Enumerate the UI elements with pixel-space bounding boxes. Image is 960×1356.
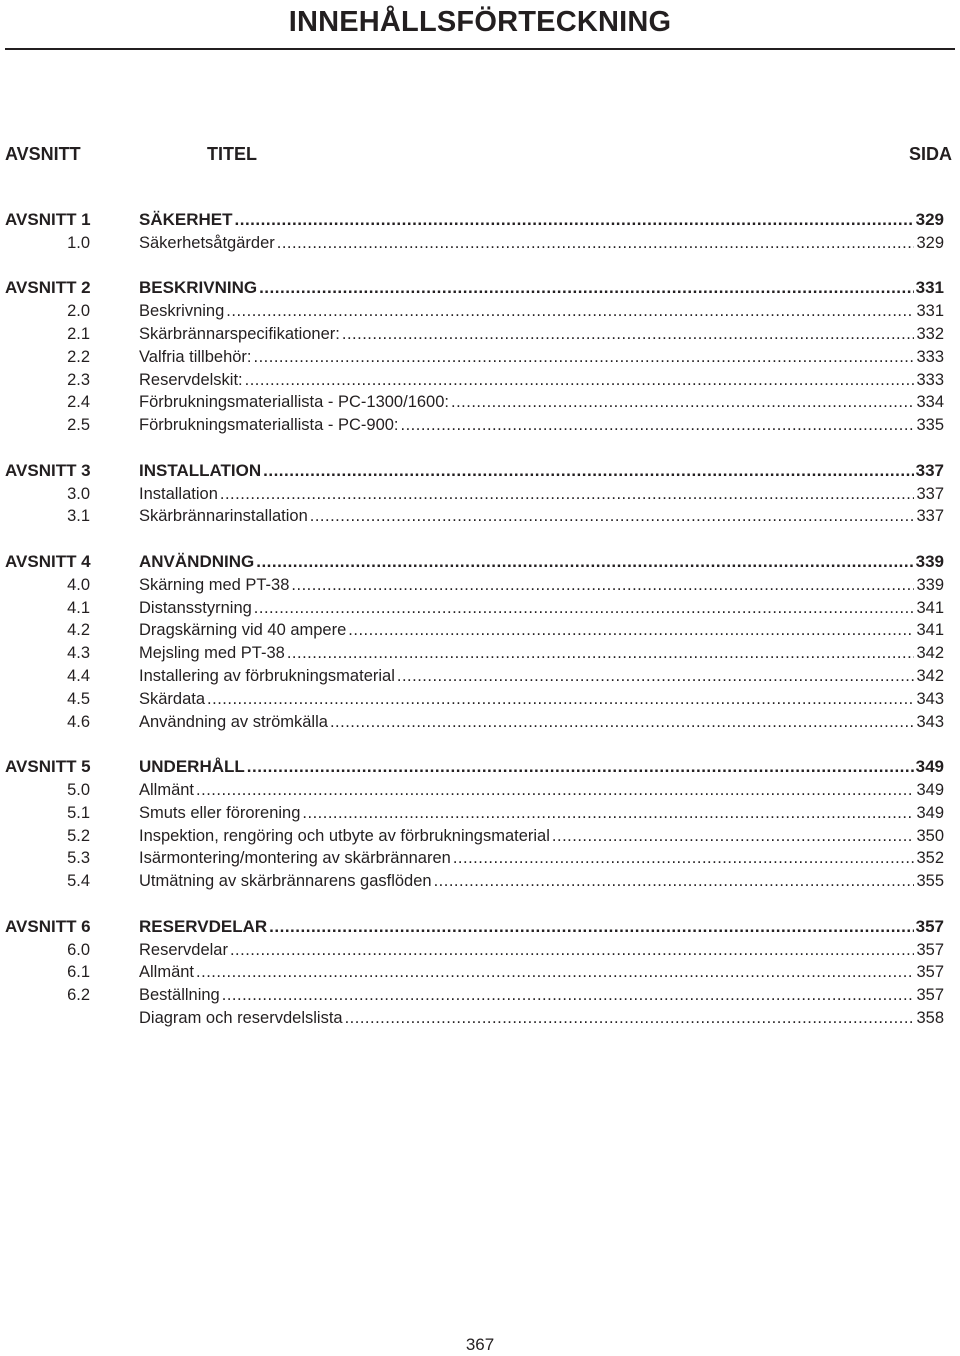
table-of-contents: [0, 209, 960, 1052]
entry-number: 2.3: [67, 370, 90, 389]
toc-entry: [139, 825, 944, 848]
toc-entry-row[interactable]: [0, 323, 960, 346]
toc-entry-row[interactable]: [0, 688, 960, 711]
toc-entry: [139, 346, 944, 369]
section-label: AVSNITT 3: [5, 460, 91, 480]
section-title: ANVÄNDNING: [139, 551, 255, 571]
entry-title: Mejsling med PT-38: [139, 644, 285, 663]
column-header-page: SIDA: [908, 144, 952, 164]
dot-leader: [235, 209, 914, 232]
toc-entry: [139, 870, 944, 893]
toc-entry: [139, 984, 944, 1007]
page-ref: 335: [916, 416, 944, 435]
toc-entry: [139, 460, 944, 483]
entry-title: Skärbrännarinstallation: [139, 507, 308, 526]
dot-leader: [291, 574, 914, 597]
dot-leader: [397, 665, 915, 688]
toc-entry: [139, 209, 944, 232]
toc-entry: [139, 619, 944, 642]
page-ref: 358: [916, 1008, 944, 1027]
dot-leader: [401, 414, 915, 437]
dot-leader: [453, 847, 915, 870]
dot-leader: [287, 642, 915, 665]
toc-entry: [139, 916, 944, 939]
entry-title: Beställning: [139, 986, 220, 1005]
section-label: AVSNITT 2: [5, 278, 91, 298]
toc-entry: [139, 642, 944, 665]
toc-entry-row[interactable]: [0, 802, 960, 825]
page-ref: 329: [915, 210, 944, 229]
toc-entry: [139, 505, 944, 528]
section-title: UNDERHÅLL: [139, 757, 245, 777]
entry-number: 5.3: [67, 849, 90, 868]
toc-entry-row[interactable]: [0, 642, 960, 665]
entry-title: Skärbrännarspecifikationer:: [139, 324, 340, 343]
toc-section: [0, 551, 960, 733]
dot-leader: [254, 597, 915, 620]
entry-number: 4.1: [67, 598, 90, 617]
entry-title: Allmänt: [139, 780, 195, 799]
page-ref: 357: [916, 940, 944, 959]
section-title: RESERVDELAR: [139, 916, 268, 936]
title-rule: [5, 48, 955, 50]
column-header-section: AVSNITT: [5, 144, 81, 164]
entry-title: Reservdelskit:: [139, 370, 243, 389]
entry-title: Installation: [139, 484, 218, 503]
toc-entry-row[interactable]: [0, 825, 960, 848]
entry-title: Beskrivning: [139, 302, 225, 321]
page-ref: 339: [915, 551, 944, 571]
entry-number: 5.4: [67, 872, 90, 891]
toc-section: [0, 916, 960, 1030]
dot-leader: [310, 505, 915, 528]
entry-number: 4.6: [67, 712, 90, 731]
toc-entry: [139, 232, 944, 255]
dot-leader: [302, 802, 914, 825]
entry-number: 6.1: [67, 963, 90, 982]
toc-entry-row[interactable]: [0, 619, 960, 642]
column-headers: [0, 141, 960, 167]
toc-entry-row[interactable]: [0, 369, 960, 392]
entry-number: 3.1: [67, 507, 90, 526]
entry-number: 5.0: [67, 780, 90, 799]
toc-entry: [139, 277, 944, 300]
entry-number: 2.4: [67, 393, 90, 412]
entry-title: Distansstyrning: [139, 598, 252, 617]
toc-section: [0, 277, 960, 437]
page-ref: 343: [916, 689, 944, 708]
toc-section-heading[interactable]: [0, 209, 960, 232]
entry-number: 1.0: [67, 233, 90, 252]
page-ref: 332: [916, 324, 944, 343]
dot-leader: [345, 1007, 915, 1030]
entry-title: Dragskärning vid 40 ampere: [139, 621, 347, 640]
dot-leader: [254, 346, 915, 369]
dot-leader: [434, 870, 915, 893]
entry-number: 2.1: [67, 324, 90, 343]
entry-number: 4.4: [67, 666, 90, 685]
page-ref: 349: [916, 780, 944, 799]
entry-title: Isärmontering/montering av skärbrännaren: [139, 849, 451, 868]
entry-title: Säkerhetsåtgärder: [139, 233, 275, 252]
toc-section-heading[interactable]: [0, 916, 960, 939]
column-header-title: TITEL: [207, 144, 257, 164]
page-ref: 331: [916, 302, 944, 321]
dot-leader: [196, 779, 914, 802]
toc-entry: [139, 665, 944, 688]
toc-entry: [139, 779, 944, 802]
toc-entry-row[interactable]: [0, 346, 960, 369]
dot-leader: [348, 619, 914, 642]
entry-number: 2.0: [67, 302, 90, 321]
toc-entry: [139, 939, 944, 962]
toc-entry-row[interactable]: [0, 779, 960, 802]
toc-entry: [139, 961, 944, 984]
dot-leader: [207, 688, 914, 711]
toc-section: [0, 756, 960, 893]
toc-entry-row[interactable]: [0, 1007, 960, 1030]
page-ref: 334: [916, 393, 944, 412]
toc-entry-row[interactable]: [0, 847, 960, 870]
entry-title: Inspektion, rengöring och utbyte av förbrukningsmaterial: [139, 826, 550, 845]
toc-entry-row[interactable]: [0, 574, 960, 597]
toc-entry-row[interactable]: [0, 414, 960, 437]
toc-entry: [139, 369, 944, 392]
toc-entry: [139, 300, 944, 323]
entry-title: Skärning med PT-38: [139, 575, 290, 594]
dot-leader: [552, 825, 915, 848]
toc-entry: [139, 688, 944, 711]
page-ref: 331: [915, 278, 944, 298]
section-label: AVSNITT 1: [5, 210, 91, 229]
section-title: INSTALLATION: [139, 460, 262, 480]
entry-title: Diagram och reservdelslista: [139, 1008, 343, 1027]
dot-leader: [230, 939, 915, 962]
toc-entry-row[interactable]: [0, 665, 960, 688]
section-title: BESKRIVNING: [139, 278, 258, 298]
toc-entry-row[interactable]: [0, 870, 960, 893]
dot-leader: [222, 984, 915, 1007]
toc-section: [0, 209, 960, 255]
section-label: AVSNITT 5: [5, 757, 91, 777]
dot-leader: [259, 277, 914, 300]
dot-leader: [220, 483, 915, 506]
toc-entry-row[interactable]: [0, 300, 960, 323]
entry-number: 3.0: [67, 484, 90, 503]
page-ref: 337: [916, 484, 944, 503]
dot-leader: [226, 300, 914, 323]
section-label: AVSNITT 4: [5, 551, 91, 571]
toc-entry: [139, 847, 944, 870]
page-ref: 337: [916, 507, 944, 526]
toc-entry: [139, 574, 944, 597]
dot-leader: [451, 391, 914, 414]
page-ref: 333: [916, 370, 944, 389]
page-ref: 357: [916, 986, 944, 1005]
page-ref: 355: [916, 872, 944, 891]
dot-leader: [256, 551, 913, 574]
toc-section-heading[interactable]: [0, 277, 960, 300]
page-ref: 342: [916, 666, 944, 685]
entry-number: 5.2: [67, 826, 90, 845]
dot-leader: [196, 961, 914, 984]
toc-entry-row[interactable]: [0, 711, 960, 734]
page-ref: 357: [916, 963, 944, 982]
entry-number: 4.3: [67, 644, 90, 663]
toc-entry-row[interactable]: [0, 232, 960, 255]
entry-number: 6.2: [67, 986, 90, 1005]
entry-title: Reservdelar: [139, 940, 228, 959]
toc-section-heading[interactable]: [0, 551, 960, 574]
dot-leader: [277, 232, 915, 255]
entry-number: 4.2: [67, 621, 90, 640]
toc-entry: [139, 756, 944, 779]
entry-number: 5.1: [67, 803, 90, 822]
page-title: INNEHÅLLSFÖRTECKNING: [288, 6, 672, 38]
entry-number: 4.5: [67, 689, 90, 708]
toc-entry-row[interactable]: [0, 939, 960, 962]
toc-entry: [139, 711, 944, 734]
page-ref: 349: [915, 757, 944, 777]
toc-section: [0, 460, 960, 528]
page-ref: 329: [916, 233, 944, 252]
dot-leader: [342, 323, 915, 346]
dot-leader: [263, 460, 913, 483]
toc-entry: [139, 323, 944, 346]
entry-title: Förbrukningsmateriallista - PC-1300/1600:: [139, 393, 449, 412]
page-ref: 342: [916, 644, 944, 663]
entry-title: Smuts eller förorening: [139, 803, 301, 822]
entry-number: 2.2: [67, 347, 90, 366]
entry-number: 2.5: [67, 416, 90, 435]
page-number: 367: [465, 1335, 495, 1354]
section-title: SÄKERHET: [139, 210, 233, 229]
toc-entry: [139, 802, 944, 825]
page-ref: 337: [915, 460, 944, 480]
section-label: AVSNITT 6: [5, 916, 91, 936]
entry-title: Användning av strömkälla: [139, 712, 328, 731]
toc-section-heading[interactable]: [0, 460, 960, 483]
toc-entry-row[interactable]: [0, 597, 960, 620]
toc-entry: [139, 551, 944, 574]
toc-entry-row[interactable]: [0, 483, 960, 506]
toc-entry: [139, 1007, 944, 1030]
dot-leader: [269, 916, 913, 939]
toc-entry: [139, 597, 944, 620]
toc-entry-row[interactable]: [0, 505, 960, 528]
toc-entry-row[interactable]: [0, 961, 960, 984]
entry-title: Skärdata: [139, 689, 206, 708]
entry-number: 4.0: [67, 575, 90, 594]
toc-entry: [139, 391, 944, 414]
entry-number: 6.0: [67, 940, 90, 959]
dot-leader: [247, 756, 914, 779]
toc-section-heading[interactable]: [0, 756, 960, 779]
entry-title: Installering av förbrukningsmaterial: [139, 666, 395, 685]
entry-title: Allmänt: [139, 963, 195, 982]
page-ref: 341: [916, 621, 944, 640]
page-ref: 352: [916, 849, 944, 868]
toc-entry-row[interactable]: [0, 984, 960, 1007]
page-ref: 333: [916, 347, 944, 366]
page-ref: 341: [916, 598, 944, 617]
page-ref: 350: [916, 826, 944, 845]
page-ref: 339: [916, 575, 944, 594]
toc-entry: [139, 414, 944, 437]
entry-title: Förbrukningsmateriallista - PC-900:: [139, 416, 399, 435]
toc-entry: [139, 483, 944, 506]
toc-entry-row[interactable]: [0, 391, 960, 414]
entry-title: Utmätning av skärbrännarens gasflöden: [139, 872, 432, 891]
entry-title: Valfria tillbehör:: [139, 347, 252, 366]
page-ref: 349: [916, 803, 944, 822]
page-ref: 357: [915, 916, 944, 936]
dot-leader: [330, 711, 915, 734]
page-ref: 343: [916, 712, 944, 731]
dot-leader: [245, 369, 915, 392]
